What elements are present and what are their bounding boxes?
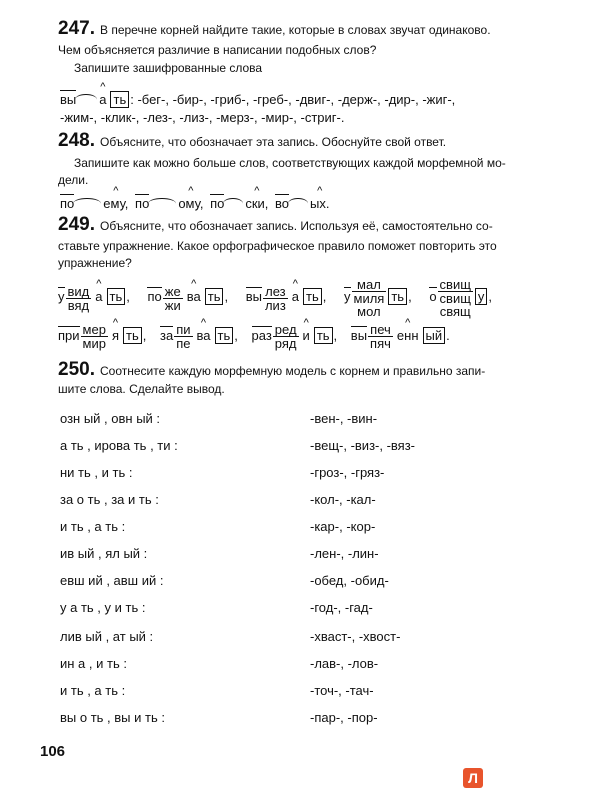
model-row: ин а , и ть : (60, 656, 127, 671)
root-top: мер (81, 323, 108, 337)
root-arc (224, 204, 242, 208)
suffix: ^ ых. (307, 196, 332, 211)
model-row: евш ий , авш ий : (60, 573, 164, 588)
punct: . (446, 327, 450, 343)
prefix: у (344, 289, 351, 305)
root-choices: -точ-, -тач- (310, 683, 374, 698)
ending: ый (423, 327, 446, 344)
root-choices: -гроз-, -гряз- (310, 465, 385, 480)
ex247-number: 247. (58, 18, 95, 39)
ending: ть (110, 91, 129, 108)
ending: ть (107, 288, 126, 305)
punct: , (333, 327, 338, 343)
root-top: лез (263, 285, 288, 299)
root-top: же (163, 285, 183, 299)
model-row: вы о ть , вы и ть : (60, 710, 165, 725)
ex249-row1 (58, 278, 492, 318)
suffix: ^ ски, (242, 196, 271, 211)
ex247-roots1: : -бег-, -бир-, -гриб-, -греб-, -двиг-, -держ-, -дир-, -жиг-, (130, 92, 456, 107)
model-3 (245, 283, 330, 313)
model-1 (58, 283, 133, 313)
prefix: по (60, 196, 75, 211)
ex249-line1: Объясните, что обозначает запись. Используя её, самостоятельно со- (99, 219, 493, 233)
root-choices: -вещ-, -виз-, -вяз- (310, 438, 415, 453)
root-variants (163, 285, 183, 312)
prefix: вы (350, 327, 368, 343)
ex250-line2: шите слова. Сделайте вывод. (58, 382, 225, 396)
prefix: по (147, 289, 162, 305)
punct: , (488, 289, 493, 305)
publisher-logo-icon: Л (463, 768, 483, 788)
suffix: ^ а (92, 289, 105, 304)
suffix: ^ ва (194, 328, 214, 343)
root-choices: -кол-, -кал- (310, 492, 376, 507)
suffix: ^ енн (394, 328, 422, 343)
ex248-line1: Объясните, что обозначает эта запись. Обоснуйте свой ответ. (99, 135, 447, 149)
ex250-heading (58, 359, 486, 380)
ending: ть (123, 327, 142, 344)
prefix: по (135, 196, 150, 211)
prefix: во (275, 196, 290, 211)
model-row: за о ть , за и ть : (60, 492, 159, 507)
ex250-line1: Соотнесите каждую морфемную модель с корнем и правильно запи- (99, 364, 486, 378)
root-bottom: пе (176, 336, 191, 351)
root-middle: свищ (439, 291, 471, 306)
prefix: при (58, 327, 80, 343)
root-bottom: мол (357, 304, 381, 319)
root-choices: -лав-, -лов- (310, 656, 379, 671)
ex249-number: 249. (58, 214, 95, 235)
prefix: о (429, 289, 437, 305)
root-top: ред (274, 322, 297, 337)
root-choices: -обед, -обид- (310, 573, 389, 588)
root-bottom: мир (82, 336, 106, 351)
root-bottom: лиз (264, 297, 286, 313)
model-5 (429, 277, 493, 319)
root-variants (66, 285, 92, 312)
punct: , (224, 289, 229, 305)
root-top: свищ (439, 277, 471, 292)
ending: ть (303, 288, 322, 305)
ex248-models (60, 196, 333, 211)
prefix: по (210, 196, 225, 211)
punct: , (322, 289, 327, 305)
prefix: за (160, 327, 174, 343)
model-row: и ть , а ть : (60, 519, 126, 534)
root-choices: -год-, -гад- (310, 600, 373, 615)
root-variants (368, 323, 393, 350)
model-7 (160, 322, 242, 351)
root-variants (174, 323, 192, 350)
root-bottom: пяч (370, 336, 391, 351)
model-8 (251, 322, 341, 351)
model-row: у а ть , у и ть : (60, 600, 146, 615)
root-variants (438, 278, 473, 318)
root-arc (289, 204, 307, 208)
ex247-line1: В перечне корней найдите такие, которые в словах звучат одинаково. (99, 23, 491, 37)
model-row: ив ый , ял ый : (60, 546, 148, 561)
ending: ть (314, 327, 333, 344)
root-choices: -вен-, -вин- (310, 411, 378, 426)
root-arc (149, 204, 175, 208)
ex248-line2: Запишите как можно больше слов, соответствующих каждой морфемной мо- (74, 156, 506, 170)
root-bottom: вяд (67, 297, 90, 313)
suffix: ^ ва (184, 289, 204, 304)
ex247-line2: Чем объясняется различие в написании подобных слов? (58, 43, 377, 57)
suffix: ^ и (300, 328, 313, 343)
punct: , (234, 327, 238, 343)
root-bottom: свящ (439, 304, 471, 319)
root-variants (273, 323, 299, 350)
model-row: а ть , ирова ть , ти : (60, 438, 178, 453)
ex249-heading (58, 214, 493, 235)
model-4 (344, 277, 415, 319)
root-arc (74, 204, 100, 208)
model-row: и ть , а ть : (60, 683, 126, 698)
punct: , (142, 327, 147, 343)
model-2 (147, 283, 231, 313)
root-choices: -хваст-, -хвост- (310, 629, 401, 644)
root-top: вид (67, 283, 90, 299)
suffix: ^ ему, (100, 196, 131, 211)
root-top: мал (352, 278, 387, 292)
root-variants (352, 278, 387, 318)
ex248-line3: дели. (58, 173, 89, 187)
page-number: 106 (40, 743, 66, 760)
prefix: у (58, 289, 65, 305)
model-6 (58, 322, 150, 351)
model-row: ни ть , и ть : (60, 465, 133, 480)
ex249-line2: ставьте упражнение. Какое орфографическое правило поможет повторить это (58, 239, 497, 253)
root-bottom: ряд (274, 336, 297, 351)
ex249-line3: упражнение? (58, 256, 132, 270)
ex250-number: 250. (58, 359, 95, 380)
ex247-model (60, 92, 455, 107)
root-top: печ (368, 323, 393, 337)
root-bottom: жи (164, 297, 181, 313)
ending: ть (388, 288, 407, 305)
ex247-line3: Запишите зашифрованные слова (74, 61, 263, 75)
prefix: вы (60, 92, 77, 107)
ex249-row2 (58, 323, 450, 350)
ending: ть (215, 327, 234, 344)
suffix: ^ я (109, 328, 122, 343)
punct: , (408, 289, 412, 305)
ex248-number: 248. (58, 130, 95, 151)
suffix: ^ а (289, 289, 302, 304)
root-arc (76, 100, 96, 104)
ex247-heading (58, 18, 491, 39)
punct: , (126, 289, 130, 305)
ending: ть (205, 288, 224, 305)
model-row: лив ый , ат ый : (60, 629, 154, 644)
ending: у (475, 288, 488, 305)
root-choices: -кар-, -кор- (310, 519, 376, 534)
ex247-roots2: -жим-, -клик-, -лез-, -лиз-, -мерз-, -мир-, -стриг-. (60, 110, 345, 125)
suffix: ^ ому, (175, 196, 206, 211)
ex248-heading (58, 130, 447, 151)
root-middle: миля (353, 291, 385, 306)
root-choices: -лен-, -лин- (310, 546, 379, 561)
root-variants (263, 285, 288, 312)
prefix: вы (245, 289, 262, 305)
root-top: пи (176, 322, 191, 337)
model-row: озн ый , овн ый : (60, 411, 161, 426)
root-choices: -пар-, -пор- (310, 710, 378, 725)
suffix: ^ а (96, 92, 109, 107)
model-9 (350, 322, 450, 351)
root-variants (81, 323, 108, 350)
prefix: раз (251, 327, 272, 343)
